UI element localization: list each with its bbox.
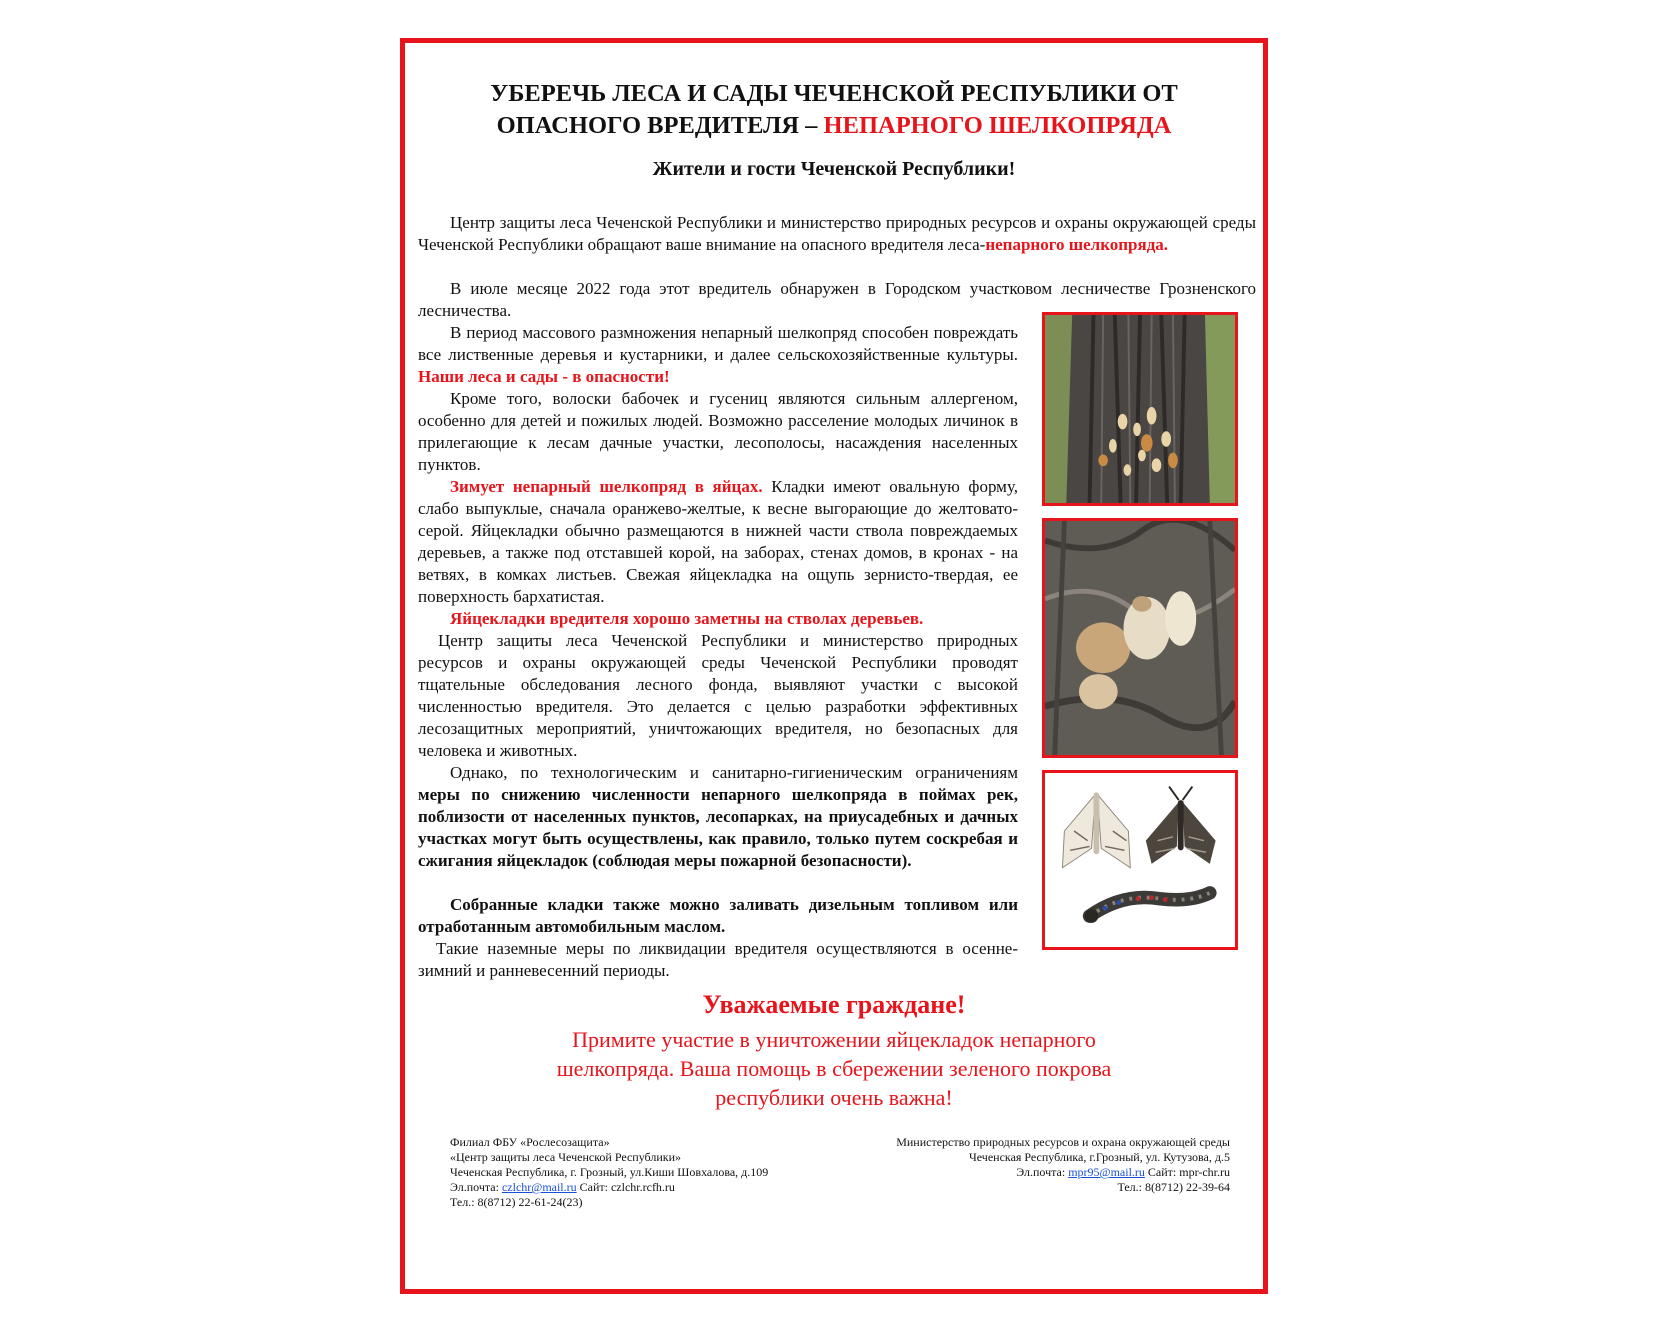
footer-left-contacts (450, 1135, 768, 1210)
paragraph-3-highlight: Наши леса и сады - в опасности! (418, 367, 670, 386)
moths-and-caterpillar-photo (1042, 770, 1238, 950)
paragraph-8-text: Однако, по технологическим и санитарно-гигиеническим ограничениям (450, 763, 1018, 782)
appeal-title: Уважаемые граждане! (702, 990, 966, 1019)
footer-left-email-line (450, 1180, 768, 1195)
paragraph-9-bold: Собранные кладки также можно заливать дизельным топливом или отработанным автомобильным маслом. (418, 895, 1018, 936)
footer-left-email-label: Эл.почта: (450, 1180, 502, 1194)
paragraph-2: В июле месяце 2022 года этот вредитель обнаружен в Городском участковом лесничестве Грозненского лесничества. (418, 279, 1256, 320)
paragraph-1 (418, 212, 1256, 256)
paragraph-5-text: Кладки имеют овальную форму, слабо выпуклые, сначала оранжево-желтые, к весне выгорающие до желтовато-серой. Яйцекладки обычно размещаются в нижней части ствола повреждаемых деревьев, а также под отставшей корой, на заборах, стенах домов, в кронах - на ветвях, в комках листьев. Свежая яйцекладка на ощупь зернисто-твердая, ее поверхность бархатистая. (418, 477, 1018, 606)
title-pest-name: НЕПАРНОГО ШЕЛКОПРЯДА (823, 112, 1172, 139)
paragraph-7: Центр защиты леса Чеченской Республики и министерство природных ресурсов и охраны окружающей среды Чеченской Республики проводят тщательные обследования лесного фонда, выявляют участки с высокой численностью вредителя. Это делается с целью разработки эффективных лесозащитных мероприятий, уничтожающих вредителя, но безопасных для человека и животных. (418, 631, 1018, 760)
poster-title (420, 78, 1248, 142)
appeal-body: Примите участие в уничтожении яйцекладок непарного шелкопряда. Ваша помощь в сбережении зеленого покрова республики очень важна! (556, 1027, 1112, 1110)
paragraph-9 (418, 894, 1018, 938)
footer-left-phone: Тел.: 8(8712) 22-61-24(23) (450, 1195, 583, 1209)
footer-left-email-link[interactable]: czlchr@mail.ru (501, 1180, 577, 1194)
footer-right-address: Чеченская Республика, г.Грозный, ул. Кутузова, д.5 (968, 1150, 1230, 1164)
egg-masses-closeup-photo (1042, 518, 1238, 758)
paragraph-8 (418, 762, 1018, 872)
paragraph-4: Кроме того, волоски бабочек и гусениц являются сильным аллергеном, особенно для детей и пожилых людей. Возможно расселение молодых личинок в прилегающие к лесам дачные участки, лесополосы, насаждения населенных пунктов. (418, 389, 1018, 474)
paragraph-3 (418, 322, 1018, 388)
footer-right-email-label: Эл.почта: (1016, 1165, 1069, 1179)
footer-right-site: Сайт: mpr-chr.ru (1144, 1165, 1230, 1179)
paragraph-5 (418, 476, 1018, 608)
paragraph-3-text: В период массового размножения непарный шелкопряд способен повреждать все лиственные деревья и кустарники, и далее сельскохозяйственные культуры. (418, 323, 1018, 364)
footer-right-phone: Тел.: 8(8712) 22-39-64 (1117, 1180, 1230, 1194)
footer-right-email-link[interactable]: mpr95@mail.ru (1068, 1165, 1145, 1179)
footer-right-org: Министерство природных ресурсов и охрана окружающей среды (896, 1135, 1230, 1149)
paragraph-8-bold: меры по снижению численности непарного шелкопряда в поймах рек, поблизости от населенных пунктов, лесопарках, на приусадебных и дачных участках могут быть осуществлены, как правило, только путем соскребая и сжигания яйцекладок (соблюдая меры пожарной безопасности). (418, 785, 1018, 870)
greeting: Жители и гости Чеченской Республики! (652, 158, 1016, 180)
paragraph-5-highlight: Зимует непарный шелкопряд в яйцах. (450, 477, 763, 496)
footer-right-contacts (830, 1135, 1230, 1195)
footer-left-address: Чеченская Республика, г. Грозный, ул.Киши Шовхалова, д.109 (450, 1165, 769, 1179)
paragraph-1-highlight: непарного шелкопряда. (985, 235, 1169, 254)
paragraph-1-text: Центр защиты леса Чеченской Республики и министерство природных ресурсов и охраны окружающей среды Чеченской Республики обращают ваше внимание на опасного вредителя леса- (418, 213, 1256, 254)
title-line1: УБЕРЕЧЬ ЛЕСА И САДЫ ЧЕЧЕНСКОЙ РЕСПУБЛИКИ ОТ (490, 80, 1178, 107)
title-line2: ОПАСНОГО ВРЕДИТЕЛЯ – (496, 112, 824, 139)
paragraph-10: Такие наземные меры по ликвидации вредителя осуществляются в осенне-зимний и ранневесенний периоды. (418, 939, 1018, 980)
footer-left-site: Сайт: czlchr.rcfh.ru (576, 1180, 675, 1194)
paragraph-6 (418, 608, 1018, 630)
paragraph-6-highlight: Яйцекладки вредителя хорошо заметны на стволах деревьев. (450, 609, 924, 628)
tree-trunk-egg-masses-photo (1042, 312, 1238, 506)
footer-right-email-line (830, 1165, 1230, 1180)
footer-left-org: Филиал ФБУ «Рослесозащита» (450, 1135, 610, 1149)
footer-left-center: «Центр защиты леса Чеченской Республики» (450, 1150, 682, 1164)
